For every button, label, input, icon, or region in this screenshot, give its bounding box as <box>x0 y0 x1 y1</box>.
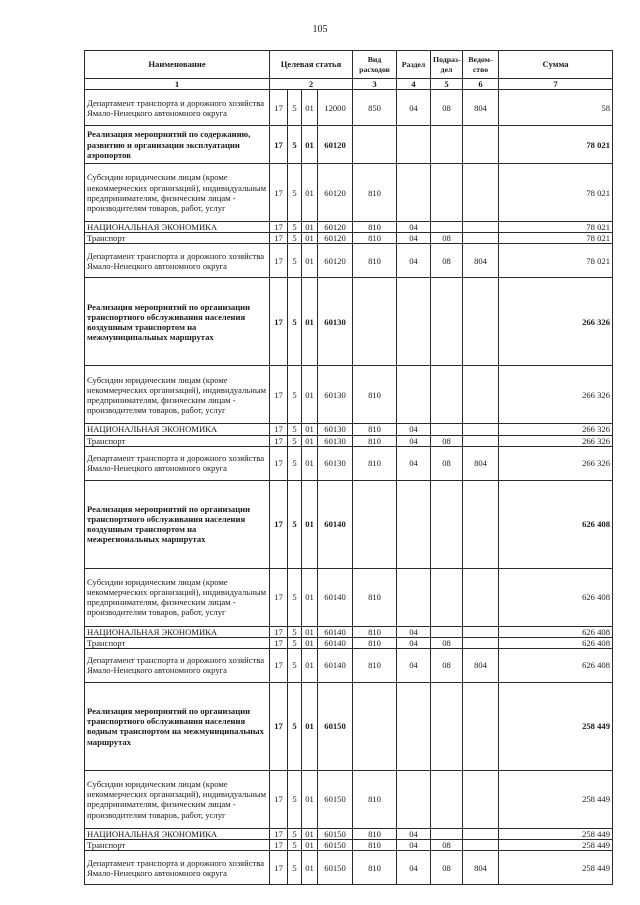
row-sum: 266 326 <box>499 435 613 446</box>
subsection-code <box>431 568 463 626</box>
target-code-main-event: 01 <box>302 435 318 446</box>
table-row <box>85 424 613 435</box>
target-code-subprogram: 5 <box>288 446 302 480</box>
target-code-subprogram: 5 <box>288 480 302 568</box>
expense-type-code <box>353 278 397 366</box>
expense-type-code: 810 <box>353 637 397 648</box>
table-row <box>85 278 613 366</box>
section-code: 04 <box>397 626 431 637</box>
target-code-direction: 60140 <box>318 568 353 626</box>
subsection-code: 08 <box>431 435 463 446</box>
row-sum: 626 408 <box>499 568 613 626</box>
target-code-program: 17 <box>270 435 288 446</box>
department-code <box>463 840 499 851</box>
row-sum: 258 449 <box>499 840 613 851</box>
row-name: Субсидии юридическим лицам (кроме некоммерческих организаций), индивидуальным предпринимателям, физическим лицам - производителям товаров, работ, услуг <box>85 770 270 828</box>
target-code-direction: 60120 <box>318 126 353 164</box>
expense-type-code: 810 <box>353 828 397 839</box>
table-row <box>85 828 613 839</box>
table-row <box>85 244 613 278</box>
target-code-main-event: 01 <box>302 424 318 435</box>
target-code-main-event: 01 <box>302 126 318 164</box>
section-code: 04 <box>397 233 431 244</box>
section-code <box>397 480 431 568</box>
target-code-main-event: 01 <box>302 828 318 839</box>
row-name: Реализация мероприятий по содержанию, развитию и организации эксплуатации аэропортов <box>85 126 270 164</box>
expense-type-code <box>353 480 397 568</box>
target-code-program: 17 <box>270 446 288 480</box>
subsection-code: 08 <box>431 90 463 126</box>
subsection-code <box>431 222 463 233</box>
target-code-subprogram: 5 <box>288 626 302 637</box>
table-row <box>85 682 613 770</box>
target-code-main-event: 01 <box>302 446 318 480</box>
expense-type-code <box>353 682 397 770</box>
department-code <box>463 164 499 222</box>
header-subsection: Подраз-дел <box>431 51 463 79</box>
department-code <box>463 770 499 828</box>
table-row <box>85 770 613 828</box>
header-section: Раздел <box>397 51 431 79</box>
expense-type-code <box>353 126 397 164</box>
target-code-direction: 60120 <box>318 233 353 244</box>
subsection-code: 08 <box>431 648 463 682</box>
target-code-direction: 60150 <box>318 840 353 851</box>
target-code-direction: 60130 <box>318 366 353 424</box>
target-code-subprogram: 5 <box>288 90 302 126</box>
target-code-program: 17 <box>270 424 288 435</box>
section-code <box>397 164 431 222</box>
section-code: 04 <box>397 637 431 648</box>
header-row <box>85 51 613 79</box>
row-name: Департамент транспорта и дорожного хозяйства Ямало-Ненецкого автономного округа <box>85 851 270 885</box>
column-number-row <box>85 79 613 90</box>
subsection-code: 08 <box>431 851 463 885</box>
target-code-program: 17 <box>270 278 288 366</box>
header-name: Наименование <box>85 51 270 79</box>
section-code: 04 <box>397 851 431 885</box>
expense-type-code: 810 <box>353 366 397 424</box>
subsection-code <box>431 278 463 366</box>
expense-type-code: 810 <box>353 770 397 828</box>
target-code-main-event: 01 <box>302 366 318 424</box>
table-row <box>85 164 613 222</box>
target-code-program: 17 <box>270 233 288 244</box>
subsection-code: 08 <box>431 233 463 244</box>
row-name: Департамент транспорта и дорожного хозяйства Ямало-Ненецкого автономного округа <box>85 90 270 126</box>
section-code <box>397 126 431 164</box>
table-row <box>85 840 613 851</box>
section-code: 04 <box>397 648 431 682</box>
row-sum: 258 449 <box>499 682 613 770</box>
target-code-program: 17 <box>270 851 288 885</box>
expense-type-code: 850 <box>353 90 397 126</box>
table-row <box>85 366 613 424</box>
section-code: 04 <box>397 840 431 851</box>
target-code-direction: 60120 <box>318 164 353 222</box>
target-code-subprogram: 5 <box>288 126 302 164</box>
target-code-subprogram: 5 <box>288 840 302 851</box>
expense-type-code: 810 <box>353 164 397 222</box>
expense-type-code: 810 <box>353 851 397 885</box>
row-name: Реализация мероприятий по организации транспортного обслуживания населения водным транспортом на межмуниципальных маршрутах <box>85 682 270 770</box>
target-code-program: 17 <box>270 682 288 770</box>
col-number: 2 <box>270 79 353 90</box>
table-row <box>85 851 613 885</box>
target-code-subprogram: 5 <box>288 244 302 278</box>
subsection-code <box>431 626 463 637</box>
target-code-main-event: 01 <box>302 90 318 126</box>
target-code-subprogram: 5 <box>288 828 302 839</box>
expense-type-code: 810 <box>353 244 397 278</box>
department-code: 804 <box>463 244 499 278</box>
subsection-code: 08 <box>431 840 463 851</box>
target-code-subprogram: 5 <box>288 568 302 626</box>
row-sum: 258 449 <box>499 851 613 885</box>
target-code-direction: 12000 <box>318 90 353 126</box>
target-code-program: 17 <box>270 770 288 828</box>
target-code-main-event: 01 <box>302 637 318 648</box>
table-row <box>85 480 613 568</box>
row-sum: 78 021 <box>499 222 613 233</box>
subsection-code <box>431 480 463 568</box>
department-code: 804 <box>463 446 499 480</box>
table-row <box>85 435 613 446</box>
subsection-code: 08 <box>431 637 463 648</box>
target-code-program: 17 <box>270 126 288 164</box>
target-code-main-event: 01 <box>302 233 318 244</box>
row-name: Департамент транспорта и дорожного хозяйства Ямало-Ненецкого автономного округа <box>85 244 270 278</box>
row-sum: 266 326 <box>499 446 613 480</box>
expense-type-code: 810 <box>353 568 397 626</box>
row-sum: 78 021 <box>499 244 613 278</box>
section-code <box>397 278 431 366</box>
section-code: 04 <box>397 424 431 435</box>
subsection-code <box>431 828 463 839</box>
target-code-main-event: 01 <box>302 648 318 682</box>
table-row <box>85 233 613 244</box>
expense-type-code: 810 <box>353 424 397 435</box>
department-code <box>463 278 499 366</box>
section-code <box>397 682 431 770</box>
subsection-code <box>431 682 463 770</box>
col-number: 5 <box>431 79 463 90</box>
section-code: 04 <box>397 435 431 446</box>
table-row <box>85 90 613 126</box>
row-sum: 58 <box>499 90 613 126</box>
row-name: Субсидии юридическим лицам (кроме некоммерческих организаций), индивидуальным предпринимателям, физическим лицам - производителям товаров, работ, услуг <box>85 164 270 222</box>
target-code-subprogram: 5 <box>288 648 302 682</box>
target-code-direction: 60140 <box>318 648 353 682</box>
department-code <box>463 828 499 839</box>
target-code-program: 17 <box>270 164 288 222</box>
table-row <box>85 648 613 682</box>
department-code <box>463 424 499 435</box>
section-code: 04 <box>397 446 431 480</box>
target-code-program: 17 <box>270 480 288 568</box>
row-name: Департамент транспорта и дорожного хозяйства Ямало-Ненецкого автономного округа <box>85 446 270 480</box>
table-row <box>85 568 613 626</box>
target-code-main-event: 01 <box>302 244 318 278</box>
header-sum: Сумма <box>499 51 613 79</box>
target-code-main-event: 01 <box>302 851 318 885</box>
target-code-main-event: 01 <box>302 222 318 233</box>
subsection-code <box>431 770 463 828</box>
department-code <box>463 637 499 648</box>
target-code-direction: 60130 <box>318 446 353 480</box>
department-code <box>463 435 499 446</box>
target-code-direction: 60150 <box>318 828 353 839</box>
target-code-program: 17 <box>270 626 288 637</box>
header-dept: Ведом-ство <box>463 51 499 79</box>
expense-type-code: 810 <box>353 233 397 244</box>
target-code-subprogram: 5 <box>288 233 302 244</box>
subsection-code: 08 <box>431 446 463 480</box>
table-row <box>85 126 613 164</box>
target-code-main-event: 01 <box>302 626 318 637</box>
subsection-code <box>431 164 463 222</box>
row-name: НАЦИОНАЛЬНАЯ ЭКОНОМИКА <box>85 626 270 637</box>
target-code-program: 17 <box>270 366 288 424</box>
target-code-main-event: 01 <box>302 480 318 568</box>
row-name: Департамент транспорта и дорожного хозяйства Ямало-Ненецкого автономного округа <box>85 648 270 682</box>
target-code-subprogram: 5 <box>288 770 302 828</box>
target-code-subprogram: 5 <box>288 366 302 424</box>
row-sum: 258 449 <box>499 828 613 839</box>
department-code <box>463 480 499 568</box>
page-number: 105 <box>312 24 328 35</box>
department-code <box>463 233 499 244</box>
section-code <box>397 366 431 424</box>
target-code-main-event: 01 <box>302 164 318 222</box>
department-code <box>463 682 499 770</box>
target-code-direction: 60130 <box>318 435 353 446</box>
target-code-main-event: 01 <box>302 840 318 851</box>
target-code-subprogram: 5 <box>288 278 302 366</box>
row-name: Субсидии юридическим лицам (кроме некоммерческих организаций), индивидуальным предпринимателям, физическим лицам - производителям товаров, работ, услуг <box>85 568 270 626</box>
row-sum: 266 326 <box>499 278 613 366</box>
target-code-direction: 60150 <box>318 682 353 770</box>
section-code <box>397 770 431 828</box>
expense-type-code: 810 <box>353 435 397 446</box>
target-code-direction: 60150 <box>318 770 353 828</box>
row-sum: 266 326 <box>499 424 613 435</box>
expense-type-code: 810 <box>353 626 397 637</box>
col-number: 3 <box>353 79 397 90</box>
target-code-main-event: 01 <box>302 770 318 828</box>
target-code-direction: 60130 <box>318 424 353 435</box>
row-name: НАЦИОНАЛЬНАЯ ЭКОНОМИКА <box>85 222 270 233</box>
row-name: НАЦИОНАЛЬНАЯ ЭКОНОМИКА <box>85 424 270 435</box>
target-code-main-event: 01 <box>302 278 318 366</box>
target-code-main-event: 01 <box>302 682 318 770</box>
target-code-program: 17 <box>270 828 288 839</box>
row-sum: 626 408 <box>499 626 613 637</box>
section-code <box>397 568 431 626</box>
section-code: 04 <box>397 222 431 233</box>
row-name: Транспорт <box>85 435 270 446</box>
row-sum: 626 408 <box>499 637 613 648</box>
target-code-subprogram: 5 <box>288 851 302 885</box>
row-name: Транспорт <box>85 637 270 648</box>
table-row <box>85 222 613 233</box>
row-sum: 258 449 <box>499 770 613 828</box>
target-code-subprogram: 5 <box>288 424 302 435</box>
row-name: Транспорт <box>85 233 270 244</box>
target-code-program: 17 <box>270 90 288 126</box>
table-row <box>85 446 613 480</box>
target-code-direction: 60140 <box>318 626 353 637</box>
target-code-direction: 60140 <box>318 480 353 568</box>
row-sum: 78 021 <box>499 164 613 222</box>
row-name: Реализация мероприятий по организации транспортного обслуживания населения воздушным транспортом на межмуниципальных маршрутах <box>85 278 270 366</box>
target-code-subprogram: 5 <box>288 637 302 648</box>
row-name: Субсидии юридическим лицам (кроме некоммерческих организаций), индивидуальным предпринимателям, физическим лицам - производителям товаров, работ, услуг <box>85 366 270 424</box>
row-sum: 78 021 <box>499 126 613 164</box>
department-code <box>463 126 499 164</box>
row-sum: 626 408 <box>499 480 613 568</box>
row-sum: 266 326 <box>499 366 613 424</box>
section-code: 04 <box>397 244 431 278</box>
expense-type-code: 810 <box>353 446 397 480</box>
department-code <box>463 222 499 233</box>
department-code <box>463 366 499 424</box>
target-code-direction: 60140 <box>318 637 353 648</box>
row-name: Реализация мероприятий по организации транспортного обслуживания населения воздушным транспортом на межрегиональных маршрутах <box>85 480 270 568</box>
target-code-program: 17 <box>270 568 288 626</box>
header-exp-type: Вид расходов <box>353 51 397 79</box>
target-code-direction: 60120 <box>318 244 353 278</box>
target-code-direction: 60120 <box>318 222 353 233</box>
col-number: 7 <box>499 79 613 90</box>
budget-table <box>84 50 613 885</box>
target-code-subprogram: 5 <box>288 435 302 446</box>
expense-type-code: 810 <box>353 840 397 851</box>
section-code: 04 <box>397 828 431 839</box>
target-code-program: 17 <box>270 222 288 233</box>
target-code-program: 17 <box>270 637 288 648</box>
subsection-code <box>431 366 463 424</box>
expense-type-code: 810 <box>353 222 397 233</box>
target-code-main-event: 01 <box>302 568 318 626</box>
row-name: Транспорт <box>85 840 270 851</box>
table-row <box>85 626 613 637</box>
subsection-code: 08 <box>431 244 463 278</box>
department-code <box>463 626 499 637</box>
row-sum: 626 408 <box>499 648 613 682</box>
subsection-code <box>431 126 463 164</box>
department-code <box>463 568 499 626</box>
target-code-direction: 60130 <box>318 278 353 366</box>
row-name: НАЦИОНАЛЬНАЯ ЭКОНОМИКА <box>85 828 270 839</box>
table-row <box>85 637 613 648</box>
target-code-subprogram: 5 <box>288 682 302 770</box>
target-code-subprogram: 5 <box>288 164 302 222</box>
expense-type-code: 810 <box>353 648 397 682</box>
department-code: 804 <box>463 90 499 126</box>
col-number: 1 <box>85 79 270 90</box>
col-number: 4 <box>397 79 431 90</box>
department-code: 804 <box>463 851 499 885</box>
subsection-code <box>431 424 463 435</box>
section-code: 04 <box>397 90 431 126</box>
target-code-direction: 60150 <box>318 851 353 885</box>
header-target: Целевая статья <box>270 51 353 79</box>
target-code-subprogram: 5 <box>288 222 302 233</box>
target-code-program: 17 <box>270 244 288 278</box>
target-code-program: 17 <box>270 840 288 851</box>
target-code-program: 17 <box>270 648 288 682</box>
col-number: 6 <box>463 79 499 90</box>
row-sum: 78 021 <box>499 233 613 244</box>
department-code: 804 <box>463 648 499 682</box>
